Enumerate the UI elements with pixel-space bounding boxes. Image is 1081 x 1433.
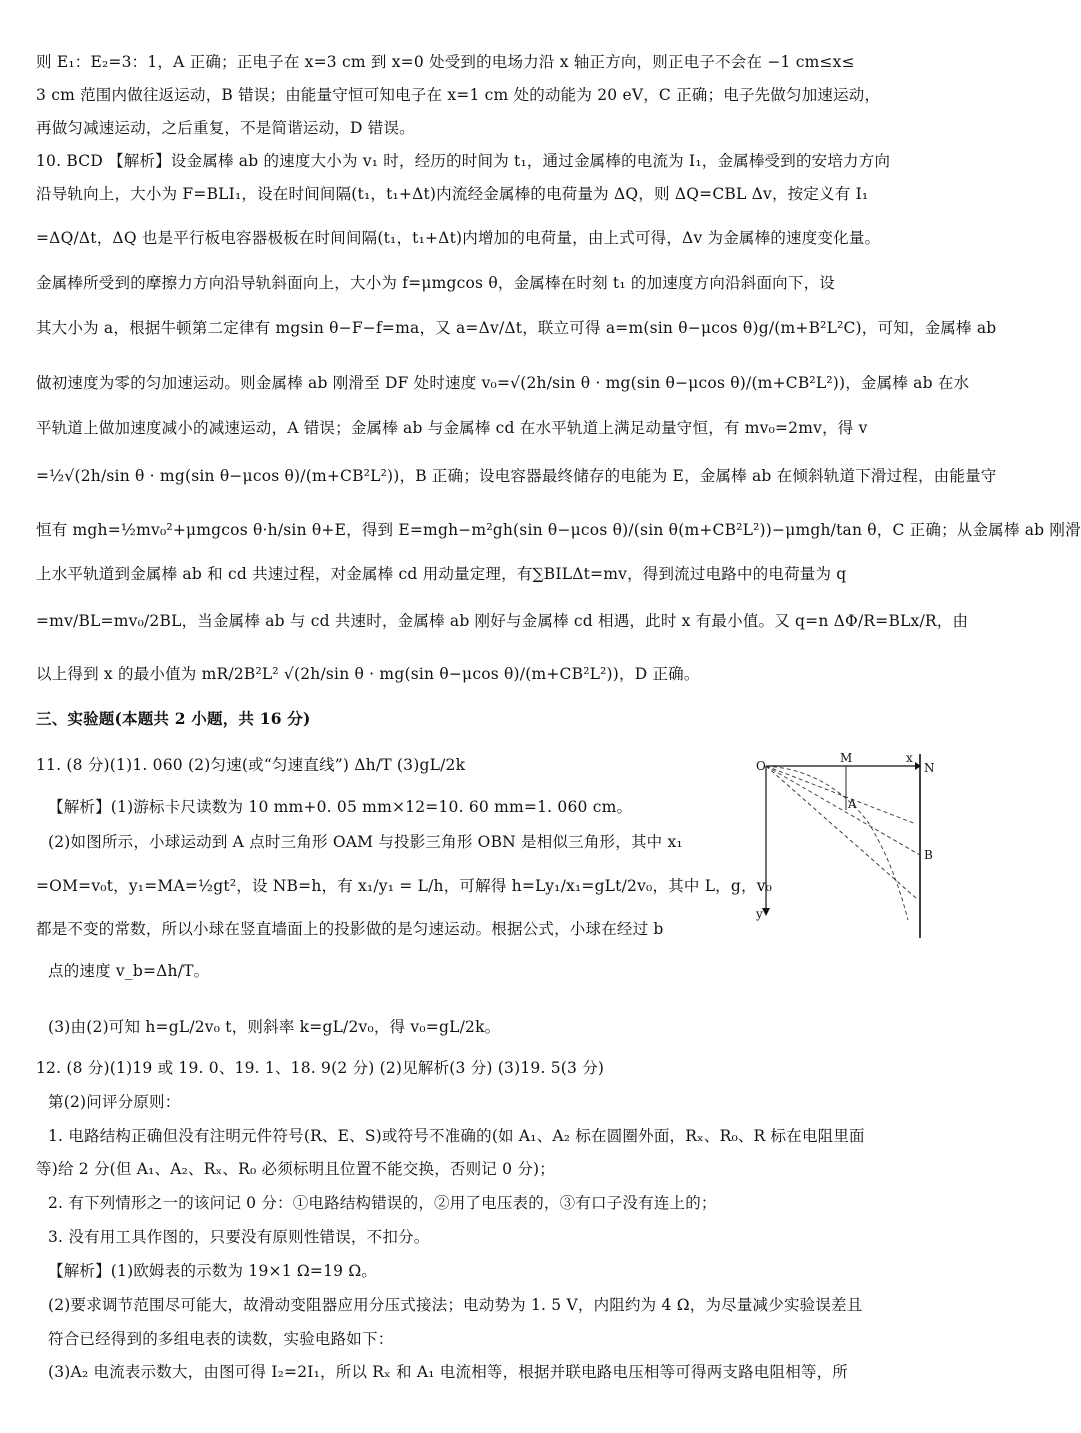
text-line: 1. 电路结构正确但没有注明元件符号(R、E、S)或符号不准确的(如 A₁、A₂ 标在圆圈外面，Rₓ、R₀、R 标在电阻里面: [48, 1127, 865, 1145]
answer-10-line: 10. BCD 【解析】设金属棒 ab 的速度大小为 v₁ 时，经历的时间为 t₁，通过金属棒的电流为 I₁，金属棒受到的安培力方向: [36, 152, 891, 170]
label-x: x: [906, 751, 913, 765]
ray-line: [766, 766, 916, 824]
projection-figure: [758, 752, 948, 944]
text-line: 则 E₁：E₂=3：1，A 正确；正电子在 x=3 cm 到 x=0 处受到的电场力沿 x 轴正方向，则正电子不会在 −1 cm≤x≤: [36, 53, 855, 71]
text-line: 2. 有下列情形之一的该问记 0 分：①电路结构错误的，②用了电压表的，③有口子没有连上的；: [48, 1194, 717, 1212]
label-M: M: [840, 751, 853, 765]
text-line: (3)由(2)可知 h=gL/2v₀ t，则斜率 k=gL/2v₀，得 v₀=gL/2k。: [48, 1018, 501, 1036]
text-line: 做初速度为零的匀加速运动。则金属棒 ab 刚滑至 DF 处时速度 v₀=√(2h/sin θ · mg(sin θ−μcos θ)/(m+CB²L²))，金属棒 ab 在水: [36, 374, 970, 392]
text-line: 点的速度 v_b=Δh/T。: [48, 962, 210, 980]
text-line: 以上得到 x 的最小值为 mR/2B²L² √(2h/sin θ · mg(sin θ−μcos θ)/(m+CB²L²))，D 正确。: [36, 665, 700, 683]
text-line: 都是不变的常数，所以小球在竖直墙面上的投影做的是匀速运动。根据公式，小球在经过 b: [36, 920, 664, 938]
text-line: (3)A₂ 电流表示数大，由图可得 I₂=2I₁，所以 Rₓ 和 A₁ 电流相等，根据并联电路电压相等可得两支路电阻相等，所: [48, 1363, 848, 1381]
text-line: 3. 没有用工具作图的，只要没有原则性错误，不扣分。: [48, 1228, 430, 1246]
text-line: 其大小为 a，根据牛顿第二定律有 mgsin θ−F−f=ma，又 a=Δv/Δt，联立可得 a=m(sin θ−μcos θ)g/(m+B²L²C)，可知，金属棒 ab: [36, 319, 997, 337]
trajectory-curve: [766, 766, 908, 920]
ray-line: [766, 766, 920, 855]
text-line: =OM=v₀t，y₁=MA=½gt²，设 NB=h，有 x₁/y₁ = L/h，可解得 h=Ly₁/x₁=gLt/2v₀，其中 L，g，v₀: [36, 877, 773, 895]
text-line: 等)给 2 分(但 A₁、A₂、Rₓ、R₀ 必须标明且位置不能交换，否则记 0 分)；: [36, 1160, 555, 1178]
text-line: (2)要求调节范围尽可能大，故滑动变阻器应用分压式接法；电动势为 1. 5 V，内阻约为 4 Ω，为尽量减少实验误差且: [48, 1296, 863, 1314]
text-line: 符合已经得到的多组电表的读数，实验电路如下：: [48, 1330, 394, 1348]
text-line: (2)如图所示，小球运动到 A 点时三角形 OAM 与投影三角形 OBN 是相似三角形，其中 x₁: [48, 833, 683, 851]
section-heading: 三、实验题(本题共 2 小题，共 16 分): [36, 709, 311, 728]
answer-11-line: 11. (8 分)(1)1. 060 (2)匀速(或“匀速直线”) Δh/T (3)gL/2k: [36, 756, 466, 774]
text-line: 恒有 mgh=½mv₀²+μmgcos θ·h/sin θ+E，得到 E=mgh−m²gh(sin θ−μcos θ)/(sin θ(m+CB²L²))−μmgh/tan θ，C 正确；从金属棒 ab 刚滑: [36, 521, 1081, 539]
text-line: 【解析】(1)游标卡尺读数为 10 mm+0. 05 mm×12=10. 60 mm=1. 060 cm。: [48, 798, 633, 816]
text-line: 再做匀减速运动，之后重复，不是简谐运动，D 错误。: [36, 119, 415, 137]
text-line: 上水平轨道到金属棒 ab 和 cd 共速过程，对金属棒 cd 用动量定理，有∑BILΔt=mv，得到流过电路中的电荷量为 q: [36, 565, 847, 583]
text-line: 第(2)问评分原则：: [48, 1093, 181, 1111]
answer-12-line: 12. (8 分)(1)19 或 19. 0、19. 1、18. 9(2 分) (2)见解析(3 分) (3)19. 5(3 分): [36, 1059, 605, 1077]
text-line: 金属棒所受到的摩擦力方向沿导轨斜面向上，大小为 f=μmgcos θ，金属棒在时刻 t₁ 的加速度方向沿斜面向下，设: [36, 274, 835, 292]
text-line: =½√(2h/sin θ · mg(sin θ−μcos θ)/(m+CB²L²))，B 正确；设电容器最终储存的电能为 E，金属棒 ab 在倾斜轨道下滑过程，由能量守: [36, 467, 997, 485]
y-axis-arrow-icon: [762, 908, 770, 916]
text-line: 3 cm 范围内做往返运动，B 错误；由能量守恒可知电子在 x=1 cm 处的动能为 20 eV，C 正确；电子先做匀加速运动，: [36, 86, 881, 104]
text-line: 平轨道上做加速度减小的减速运动，A 错误；金属棒 ab 与金属棒 cd 在水平轨道上满足动量守恒，有 mv₀=2mv，得 v: [36, 419, 868, 437]
ray-line: [766, 766, 916, 898]
text-line: =ΔQ/Δt，ΔQ 也是平行板电容器极板在时间间隔(t₁，t₁+Δt)内增加的电荷量，由上式可得，Δv 为金属棒的速度变化量。: [36, 229, 881, 247]
label-O: O: [756, 759, 766, 773]
text-line: 沿导轨向上，大小为 F=BLI₁，设在时间间隔(t₁，t₁+Δt)内流经金属棒的电荷量为 ΔQ，则 ΔQ=CBL Δv，按定义有 I₁: [36, 185, 869, 203]
text-line: 【解析】(1)欧姆表的示数为 19×1 Ω=19 Ω。: [48, 1262, 378, 1280]
label-B: B: [924, 848, 933, 862]
label-A: A: [848, 797, 857, 811]
label-N: N: [924, 761, 935, 775]
label-y: y: [756, 907, 763, 921]
text-line: =mv/BL=mv₀/2BL，当金属棒 ab 与 cd 共速时，金属棒 ab 刚好与金属棒 cd 相遇，此时 x 有最小值。又 q=n ΔΦ/R=BLx/R，由: [36, 612, 969, 630]
